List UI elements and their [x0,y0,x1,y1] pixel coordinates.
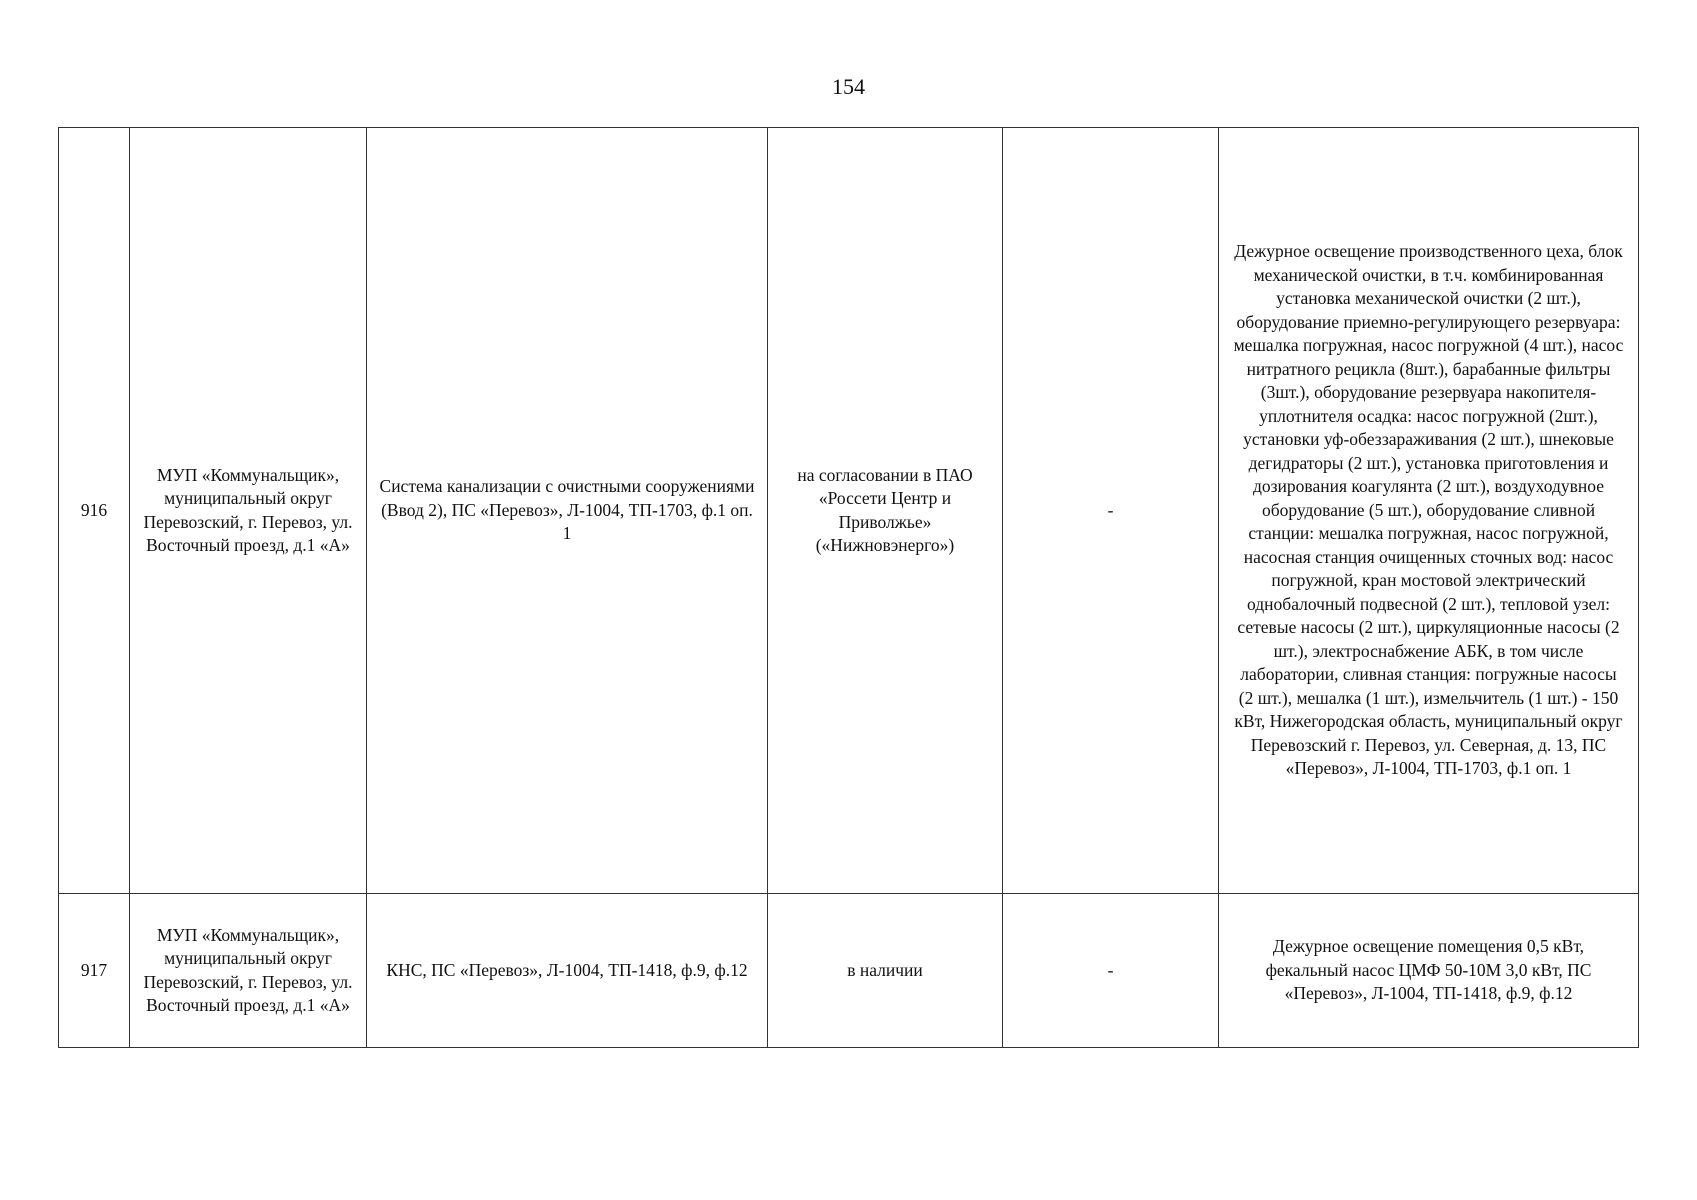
object-cell: Система канализации с очистными сооружениями (Ввод 2), ПС «Перевоз», Л-1004, ТП-1703, ф.1 оп. 1 [367,128,768,894]
table-row [59,894,1639,1048]
extra-cell: - [1003,128,1219,894]
owner-cell: МУП «Коммунальщик», муниципальный округ Перевозский, г. Перевоз, ул. Восточный проезд, д.1 «А» [130,128,367,894]
owner-cell: МУП «Коммунальщик», муниципальный округ Перевозский, г. Перевоз, ул. Восточный проезд, д.1 «А» [130,894,367,1048]
description-cell: Дежурное освещение производственного цеха, блок механической очистки, в т.ч. комбинированная установка механической очистки (2 шт.), оборудование приемно-регулирующего резервуара: мешалка погружная, насос погружной (4 шт.), насос нитратного рецикла (8шт.), барабанные фильтры (3шт.), оборудование резервуара накопителя-уплотнителя осадка: насос погружной (2шт.), установки уф-обеззараживания (2 шт.), шнековые дегидраторы (2 шт.), установка приготовления и дозирования коагулянта (2 шт.), воздуходувное оборудование (5 шт.), оборудование сливной станции: мешалка погружная, насос погружной, насосная станция очищенных сточных вод: насос погружной, кран мостовой электрический однобалочный подвесной (2 шт.), тепловой узел: сетевые насосы (2 шт.), циркуляционные насосы (2 шт.), электроснабжение АБК, в том числе лаборатории, сливная станция: погружные насосы (2 шт.), мешалка (1 шт.), измельчитель (1 шт.) - 150 кВт, Нижегородская область, муниципальный округ Перевозский г. Перевоз, ул. Северная, д. 13, ПС «Перевоз», Л-1004, ТП-1703, ф.1 оп. 1 [1219,128,1639,894]
description-cell: Дежурное освещение помещения 0,5 кВт, фекальный насос ЦМФ 50-10М 3,0 кВт, ПС «Перевоз», Л-1004, ТП-1418, ф.9, ф.12 [1219,894,1639,1048]
page-number: 154 [832,74,865,99]
registry-table [58,127,1639,1048]
status-cell: на согласовании в ПАО «Россети Центр и Приволжье» («Нижновэнерго») [768,128,1003,894]
object-cell: КНС, ПС «Перевоз», Л-1004, ТП-1418, ф.9, ф.12 [367,894,768,1048]
table-row [59,128,1639,894]
extra-cell: - [1003,894,1219,1048]
row-number-cell: 916 [59,128,130,894]
row-number-cell: 917 [59,894,130,1048]
status-cell: в наличии [768,894,1003,1048]
